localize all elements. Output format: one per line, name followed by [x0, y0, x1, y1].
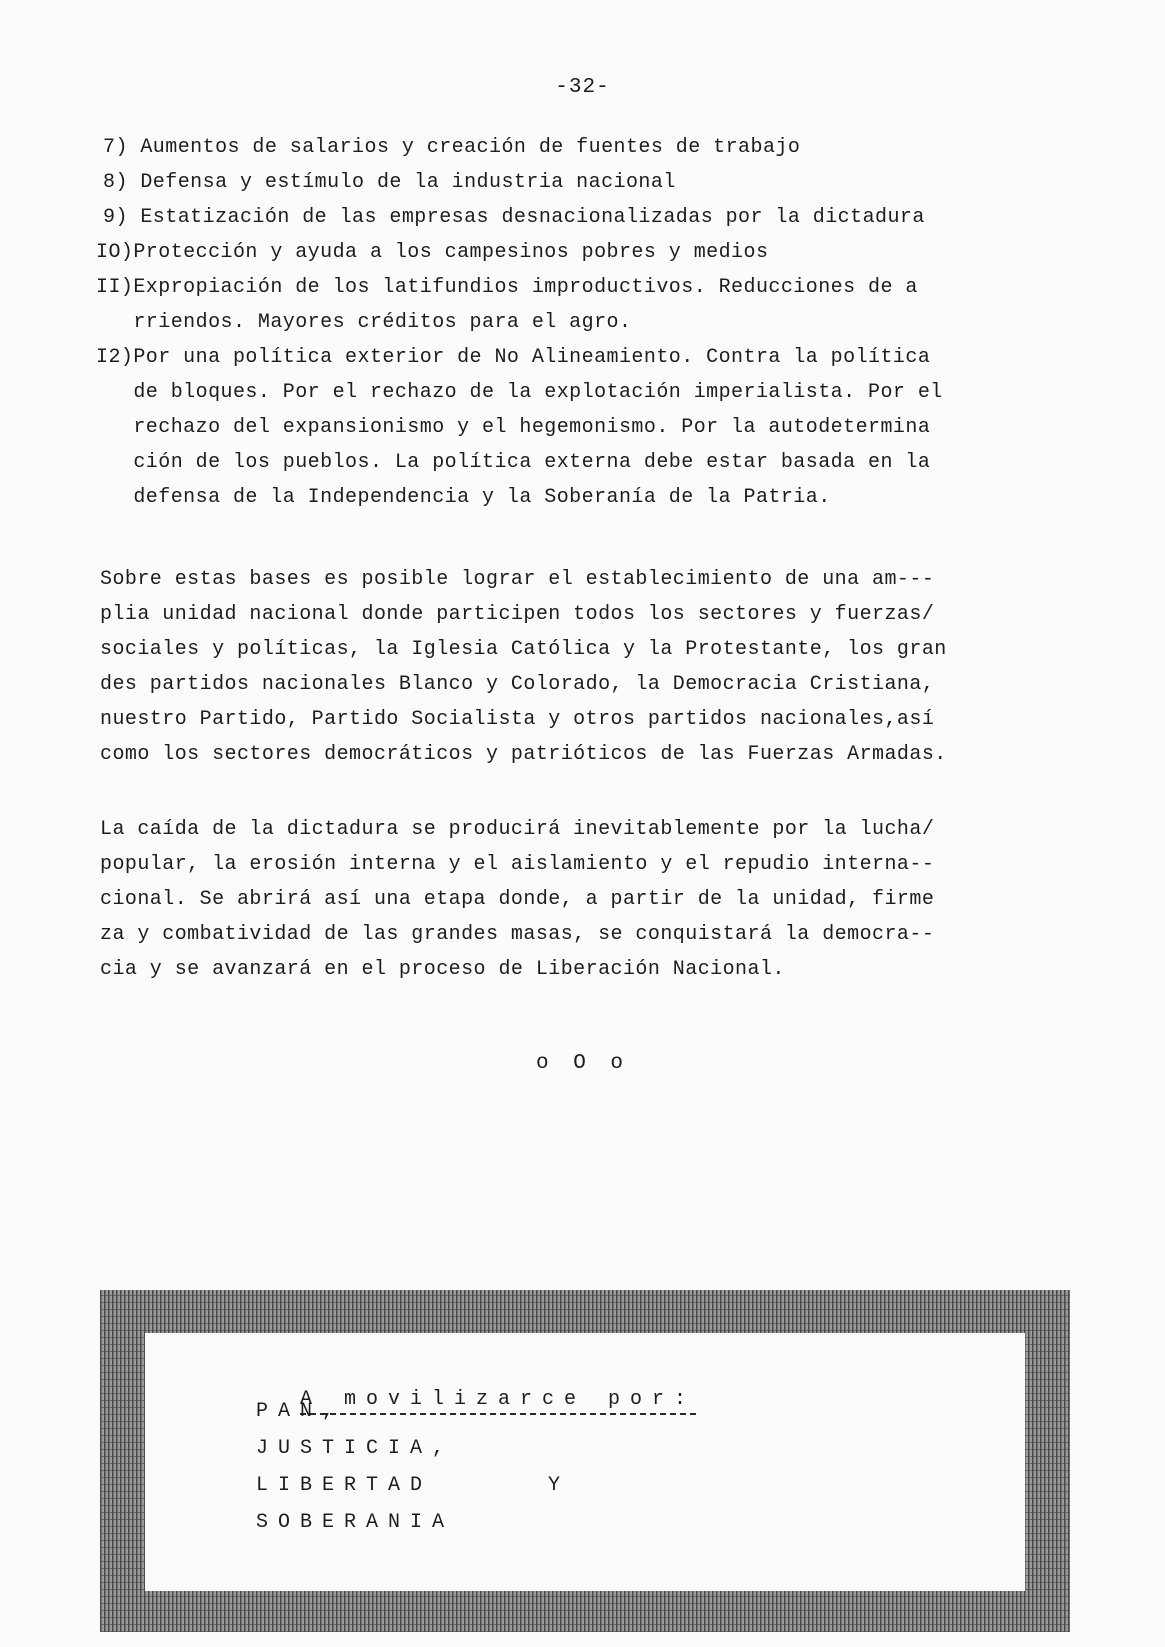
slogan-item-justicia: JUSTICIA,	[256, 1437, 455, 1460]
slogan-item-pan: PAN,	[256, 1400, 345, 1423]
paragraph-2-line-1: La caída de la dictadura se producirá inevitablemente por la lucha/	[100, 818, 935, 841]
slogan-item-libertad: LIBERTAD	[256, 1474, 433, 1497]
list-item-12-line-5: defensa de la Independencia y la Soberanía de la Patria.	[96, 486, 831, 509]
slogan-conjunction: Y	[548, 1474, 571, 1497]
list-item-8: 8) Defensa y estímulo de la industria nacional	[103, 171, 676, 194]
list-item-7: 7) Aumentos de salarios y creación de fuentes de trabajo	[103, 136, 801, 159]
paragraph-2-line-3: cional. Se abrirá así una etapa donde, a partir de la unidad, firme	[100, 888, 935, 911]
list-item-12-line-2: de bloques. Por el rechazo de la explotación imperialista. Por el	[96, 381, 943, 404]
slogan-heading-text: A movilizarce por:	[300, 1388, 696, 1415]
paragraph-2-line-2: popular, la erosión interna y el aislamiento y el repudio interna--	[100, 853, 935, 876]
list-item-10: IO)Protección y ayuda a los campesinos pobres y medios	[96, 241, 769, 264]
page-number: -32-	[555, 76, 610, 99]
list-item-11-line-1: II)Expropiación de los latifundios improductivos. Reducciones de a	[96, 276, 918, 299]
slogan-item-soberania: SOBERANIA	[256, 1511, 455, 1534]
paragraph-1-line-5: nuestro Partido, Partido Socialista y otros partidos nacionales,así	[100, 708, 935, 731]
paragraph-1-line-3: sociales y políticas, la Iglesia Católica y la Protestante, los gran	[100, 638, 947, 661]
paragraph-1-line-4: des partidos nacionales Blanco y Colorado, la Democracia Cristiana,	[100, 673, 935, 696]
paragraph-2-line-4: za y combatividad de las grandes masas, se conquistará la democra--	[100, 923, 935, 946]
list-item-12-line-1: I2)Por una política exterior de No Alineamiento. Contra la política	[96, 346, 931, 369]
paragraph-2-line-5: cia y se avanzará en el proceso de Liberación Nacional.	[100, 958, 785, 981]
paragraph-1-line-2: plia unidad nacional donde participen todos los sectores y fuerzas/	[100, 603, 935, 626]
list-item-12-line-3: rechazo del expansionismo y el hegemonismo. Por la autodetermina	[96, 416, 931, 439]
list-item-11-line-2: rriendos. Mayores créditos para el agro.	[96, 311, 632, 334]
paragraph-1-line-1: Sobre estas bases es posible lograr el establecimiento de una am---	[100, 568, 935, 591]
section-separator: o O o	[535, 1052, 629, 1075]
paragraph-1-line-6: como los sectores democráticos y patrióticos de las Fuerzas Armadas.	[100, 743, 947, 766]
list-item-12-line-4: ción de los pueblos. La política externa debe estar basada en la	[96, 451, 931, 474]
list-item-9: 9) Estatización de las empresas desnacionalizadas por la dictadura	[103, 206, 925, 229]
